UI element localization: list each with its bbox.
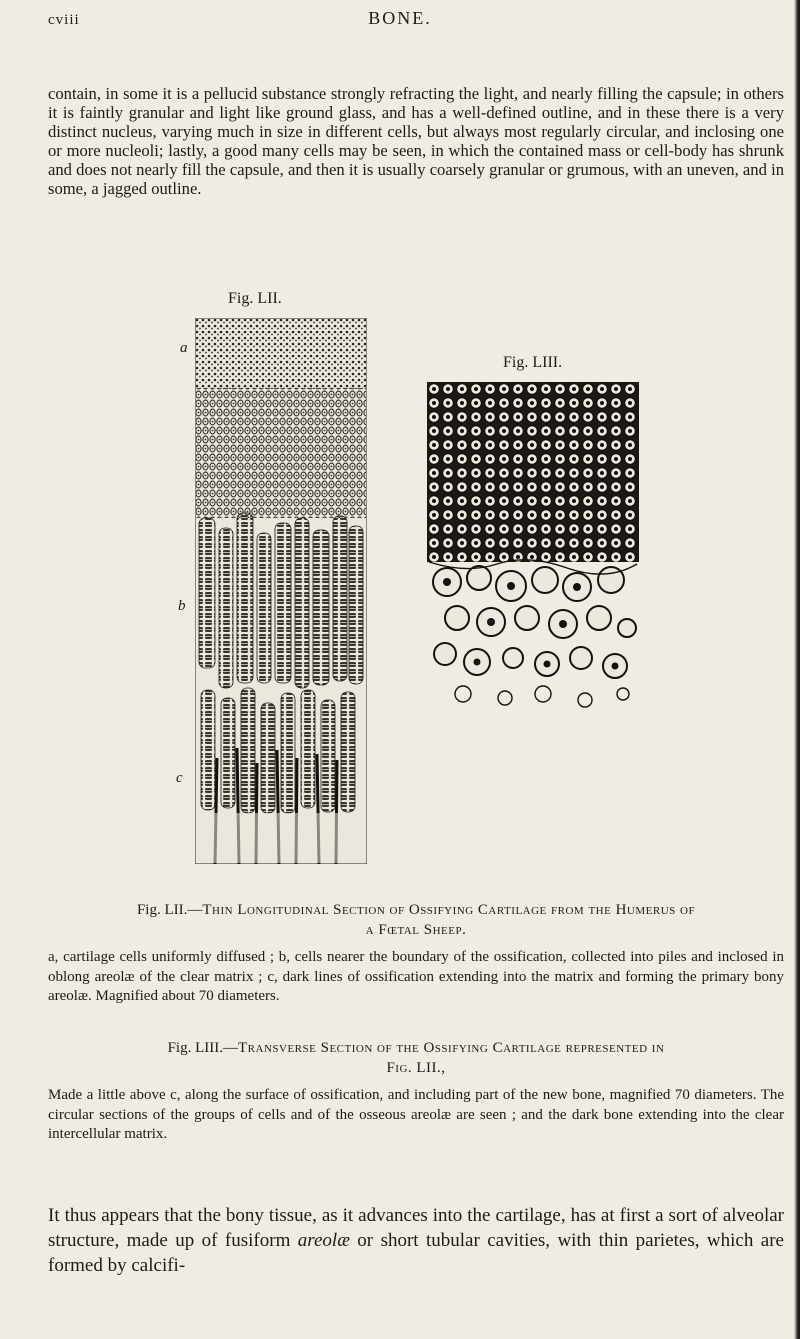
figure-53-caption-title-line2: Fig. LII., (386, 1060, 446, 1076)
figure-53-caption-body: Made a little above c, along the surface of ossification, and including part of the new bone, magnified 70 diameters. The circular sections of the groups of cells and of the osseous areolæ are seen ; and the dark bone extending into the clear intercellular matrix. (48, 1087, 784, 1142)
figure-53-caption-title (48, 1038, 784, 1078)
figure-52-caption-body: a, cartilage cells uniformly diffused ; b, cells nearer the boundary of the ossification, collected into piles and inclosed in oblong areolæ of the clear matrix ; c, dark lines of ossification extending into the matrix and forming the primary bony areolæ. Magnified about 70 diameters. (48, 949, 784, 1004)
figure-53-caption-prefix: Fig. LIII.— (167, 1040, 239, 1056)
figure-53-label: Fig. LIII. (503, 354, 563, 371)
running-title: BONE. (368, 8, 432, 28)
figure-52-letter-c: c (176, 770, 183, 786)
figure-52-letter-b: b (178, 598, 186, 614)
figure-52-caption-prefix: Fig. LII.— (136, 902, 203, 918)
intro-paragraph: contain, in some it is a pellucid substance strongly refracting the light, and nearly filling the capsule; in others it is faintly granular and light like ground glass, and has a well-defined outline, and in these there is a very distinct nucleus, varying much in size in different cells, but always most regularly circular, and inclosing one or more nucleoli; lastly, a good many cells may be seen, in which the contained mass or cell-body has shrunk and does not nearly fill the capsule, and then it is usually coarsely granular or grumous, with an uneven, and in some, a jagged outline. (48, 84, 784, 198)
figure-52-label: Fig. LII. (228, 290, 282, 307)
figure-52-letter-a: a (180, 340, 188, 356)
figure-53-illustration (427, 382, 639, 712)
main-paragraph (48, 1203, 784, 1278)
main-text-before: It thus appears that the bony tissue, as it advances into the cartilage, has at first a sort of alveolar structure, made up of fusiform (48, 1205, 784, 1251)
figure-52-caption-title (48, 900, 784, 940)
page-number: cviii (48, 12, 80, 28)
figure-52-caption-title-line1: Thin Longitudinal Section of Ossifying Cartilage from the Humerus of (202, 902, 696, 918)
page-edge-shadow (794, 0, 800, 1339)
main-text-italic: areolæ (297, 1230, 350, 1251)
figure-52-caption-title-line2: a Fœtal Sheep. (365, 922, 467, 938)
main-text-after: or short tubular cavities, with thin parietes, which are formed by calcifi- (48, 1230, 784, 1276)
figure-52-illustration (195, 318, 367, 864)
figure-53-caption-title-line1: Transverse Section of the Ossifying Cartilage represented in (238, 1040, 665, 1056)
